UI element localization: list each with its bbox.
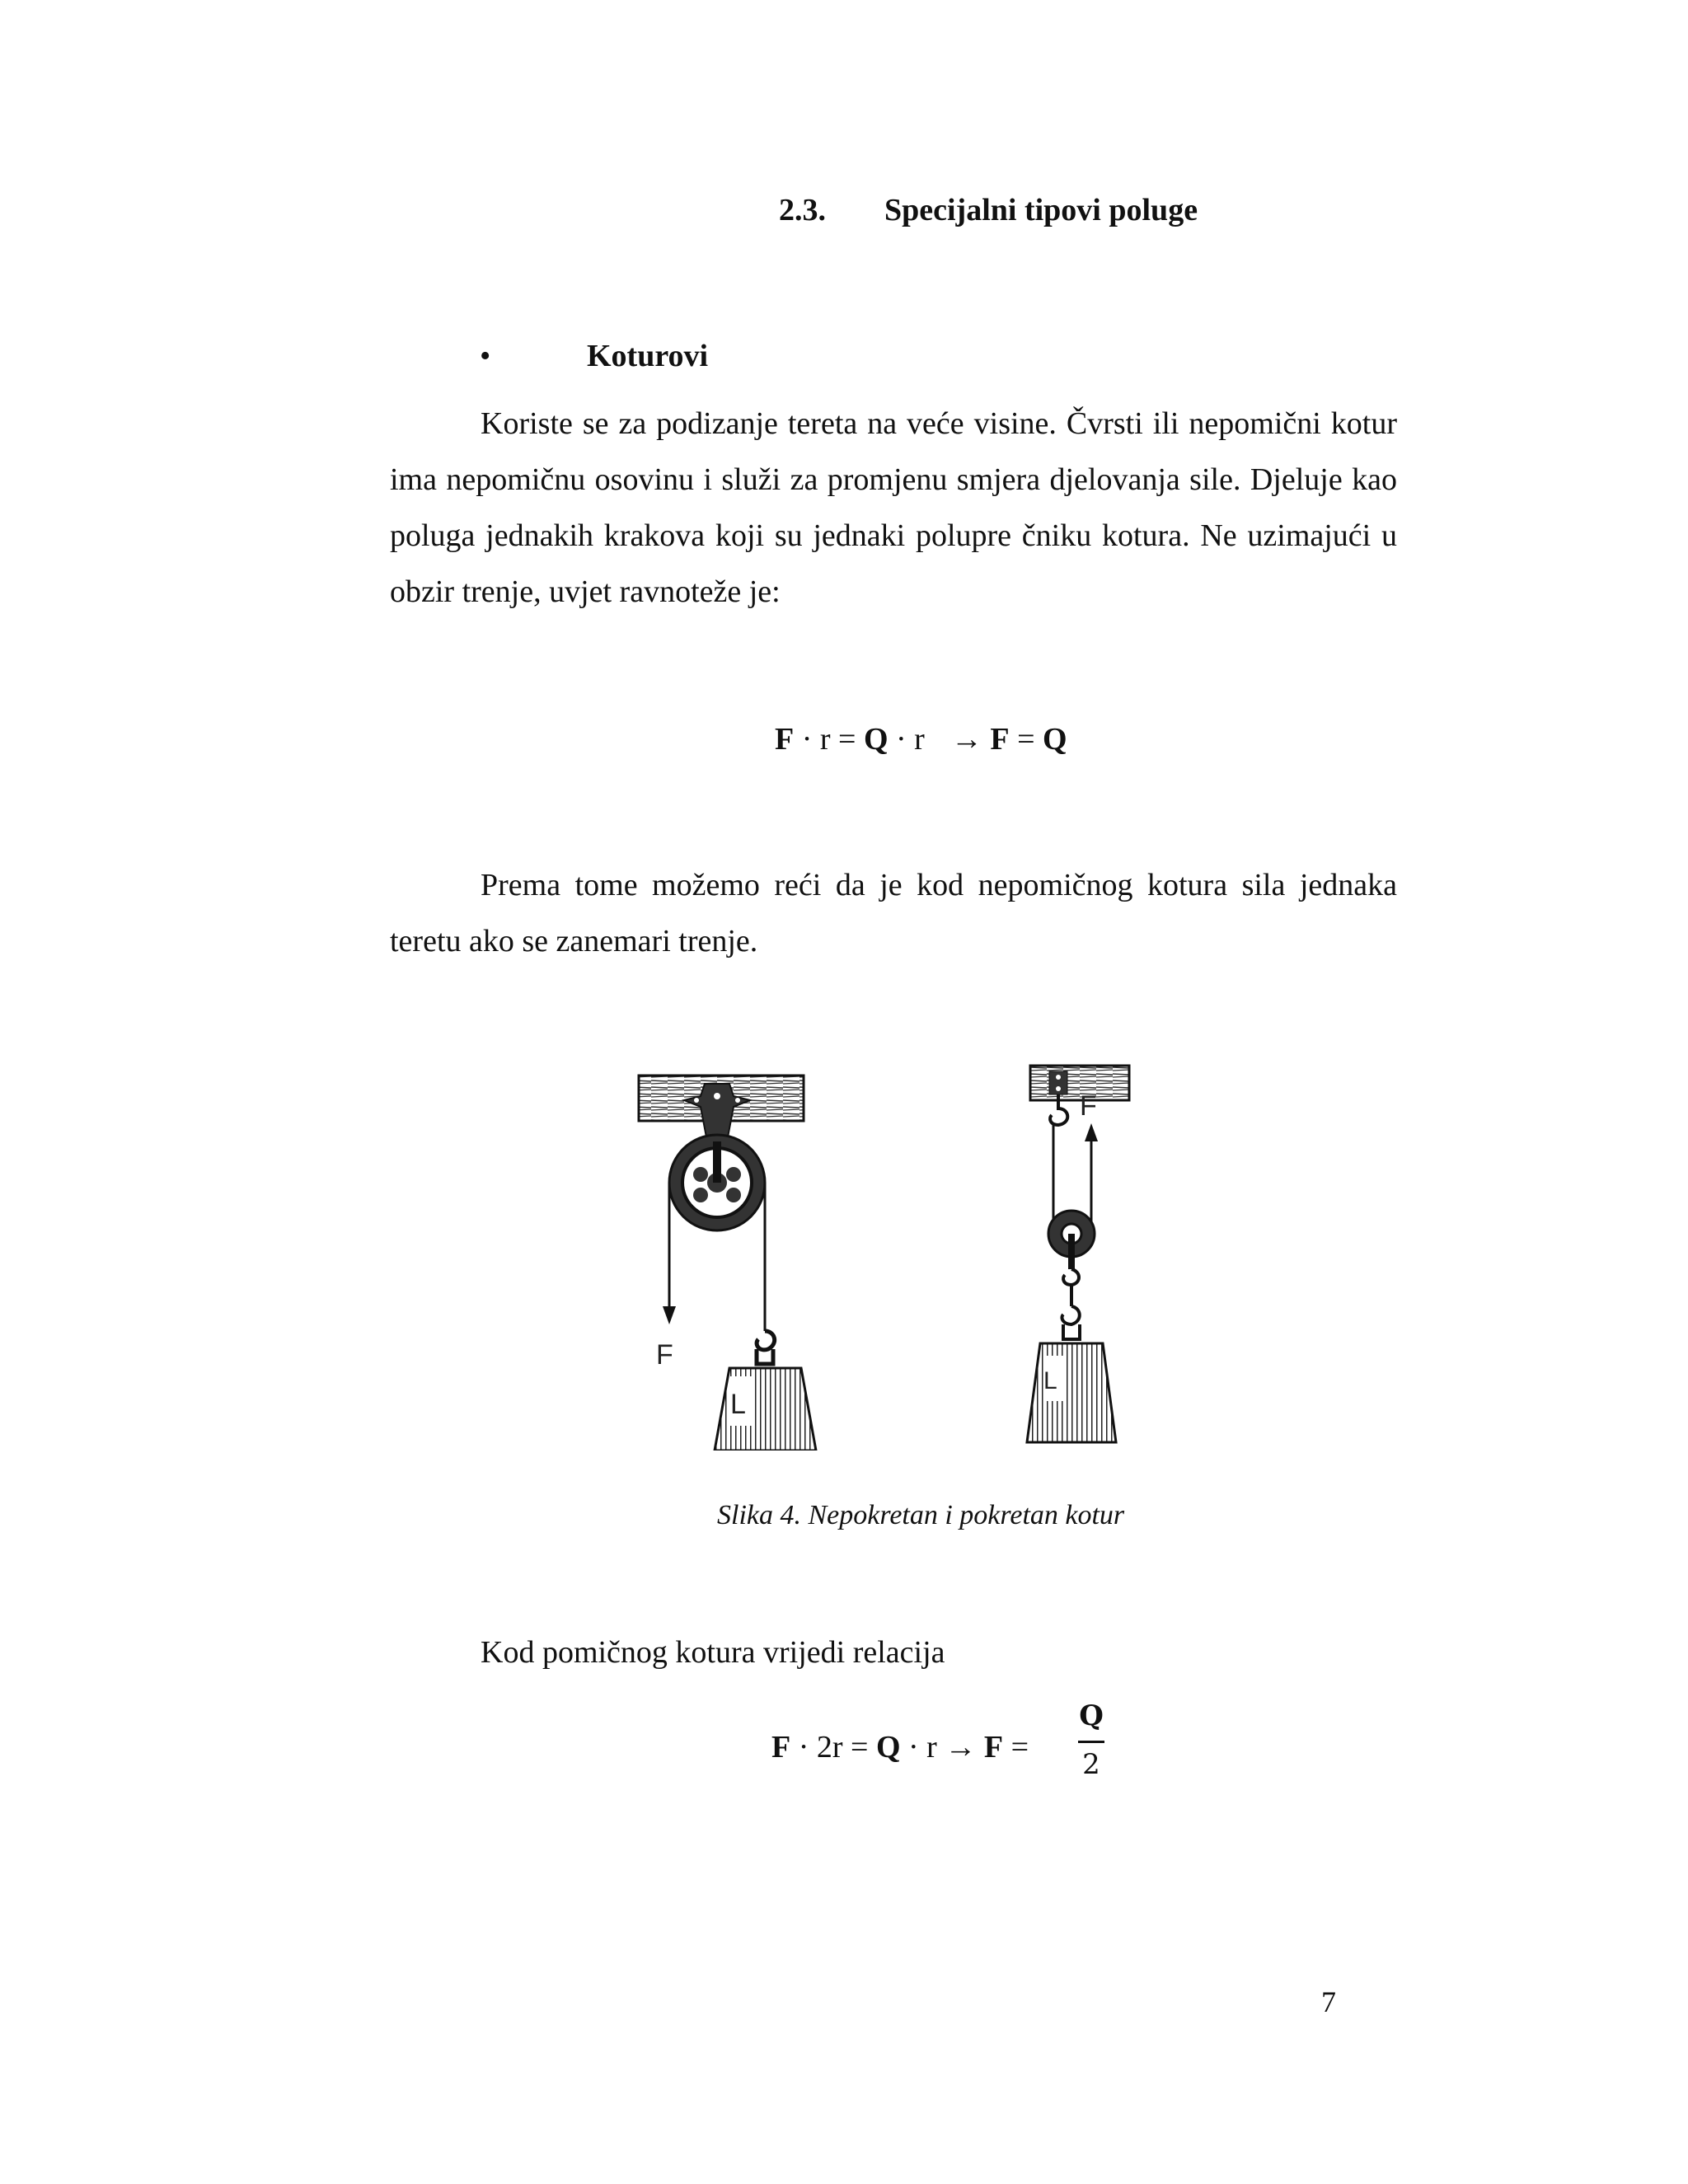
fraction-q-over-2 bbox=[1073, 1698, 1109, 1781]
fraction-denominator: 2 bbox=[1082, 1748, 1100, 1781]
figure-caption: Slika 4. Nepokretan i pokretan kotur bbox=[717, 1500, 1125, 1530]
left-force-label: F bbox=[656, 1339, 673, 1371]
pulley-illustration bbox=[552, 1059, 1311, 1451]
section-number: 2.3. bbox=[779, 193, 826, 227]
fixed-pulley-diagram bbox=[639, 1076, 816, 1451]
right-hook bbox=[1062, 1306, 1079, 1324]
formula1-F: F bbox=[775, 722, 795, 757]
formula2-equals: = bbox=[1003, 1730, 1029, 1765]
formula1-Q: Q bbox=[863, 722, 889, 757]
formula2-r-arrow: · r → bbox=[900, 1730, 984, 1765]
fraction-bar bbox=[1078, 1741, 1104, 1743]
formula1-arrow: → bbox=[950, 722, 991, 757]
bullet-item bbox=[480, 338, 708, 374]
right-weight-label: L bbox=[1043, 1367, 1057, 1394]
formula-movable-pulley bbox=[771, 1729, 1029, 1765]
movable-pulley-diagram bbox=[1027, 1066, 1129, 1442]
right-weight bbox=[1027, 1343, 1116, 1442]
left-hook bbox=[757, 1331, 775, 1350]
paragraph-intro bbox=[390, 396, 1397, 620]
formula2-Q: Q bbox=[875, 1730, 901, 1765]
section-heading bbox=[779, 192, 1198, 228]
left-force-arrow bbox=[663, 1306, 676, 1324]
bullet-title: Koturovi bbox=[587, 339, 709, 373]
fraction-numerator: Q bbox=[1079, 1699, 1104, 1732]
paragraph-movable: Kod pomičnog kotura vrijedi relacija bbox=[481, 1635, 945, 1670]
formula2-F: F bbox=[771, 1730, 791, 1765]
paragraph-conclusion bbox=[390, 857, 1397, 969]
section-title: Specijalni tipovi poluge bbox=[884, 193, 1198, 227]
formula2-F-result: F bbox=[983, 1730, 1004, 1765]
paragraph-conclusion-text: Prema tome možemo reći da je kod nepomičnog kotura sila jednaka teretu ako se zanemari trenje. bbox=[390, 868, 1397, 958]
formula1-Q-result: Q bbox=[1043, 722, 1067, 757]
formula1-equals: = bbox=[1009, 722, 1043, 757]
formula1-F-result: F bbox=[990, 722, 1010, 757]
page-number: 7 bbox=[1321, 1985, 1336, 2018]
formula2-2r: · 2r = bbox=[790, 1730, 876, 1765]
left-weight-label: L bbox=[730, 1389, 746, 1420]
right-force-arrow bbox=[1085, 1123, 1098, 1141]
paragraph-intro-text: Koriste se za podizanje tereta na veće visine. Čvrsti ili nepomični kotur ima nepomičnu osovinu i služi za promjenu smjera djelovanja sile. Djeluje kao poluga jednakih krakova koji su jednaki polupre čniku kotura. Ne uzimajući u obzir trenje, uvjet ravnoteže je: bbox=[390, 406, 1397, 609]
formula1-r1: · r = bbox=[794, 722, 864, 757]
right-force-label: F bbox=[1080, 1090, 1097, 1122]
pulley-figure bbox=[552, 1059, 1311, 1451]
formula1-r2: · r bbox=[888, 722, 925, 757]
formula-fixed-pulley bbox=[775, 721, 1067, 757]
bullet-symbol: • bbox=[480, 339, 491, 373]
